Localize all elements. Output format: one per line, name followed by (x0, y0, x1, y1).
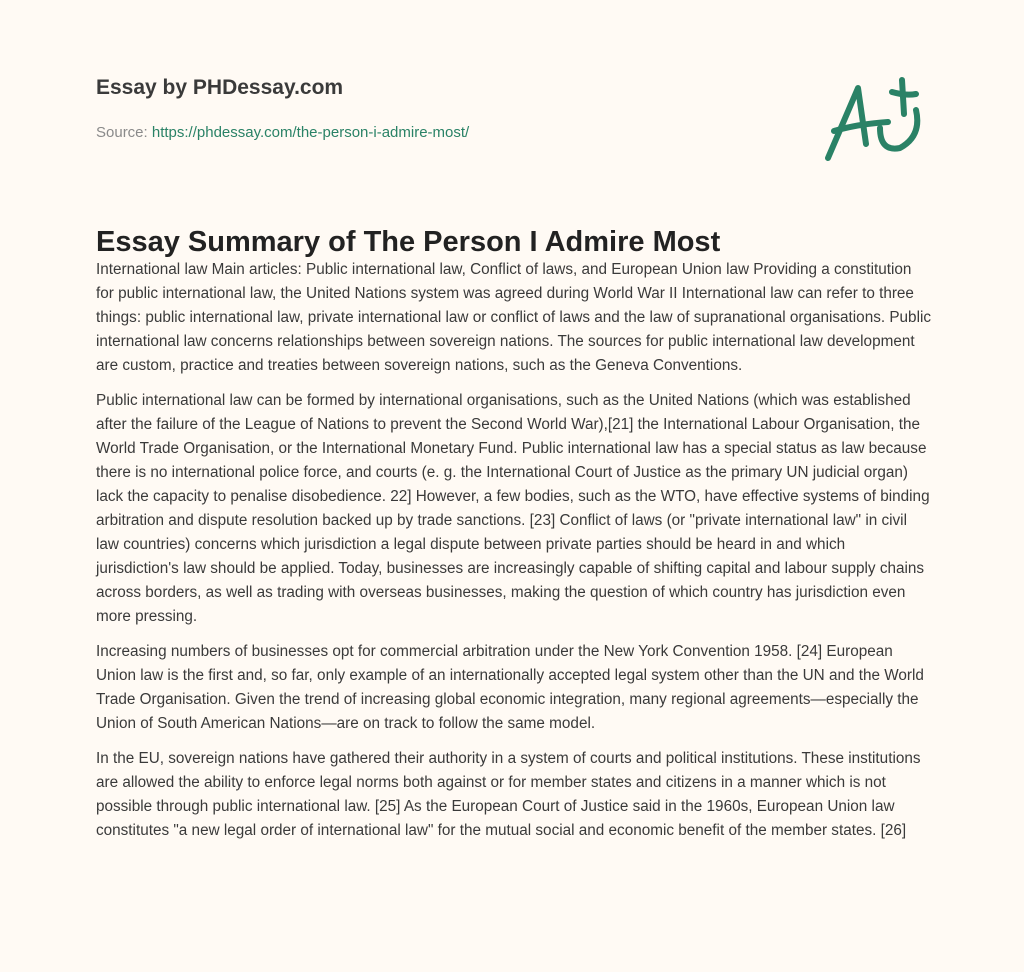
paragraph: Public international law can be formed by international organisations, such as the United Nations (which was established after the failure of the League of Nations to prevent the Second World War),[21] the International Labour Organisation, the World Trade Organisation, or the International Monetary Fund. Public international law has a special status as law because there is no international police force, and courts (e. g. the International Court of Justice as the primary UN judicial organ) lack the capacity to penalise disobedience. 22] However, a few bodies, such as the WTO, have effective systems of binding arbitration and dispute resolution backed up by trade sanctions. [23] Conflict of laws (or "private international law" in civil law countries) concerns which jurisdiction a legal dispute between private parties should be heard in and which jurisdiction's law should be applied. Today, businesses are increasingly capable of shifting capital and labour supply chains across borders, as well as trading with overseas businesses, making the question of which country has jurisdiction even more pressing. (96, 392, 930, 625)
source-label: Source: (96, 124, 148, 141)
source-line (96, 124, 469, 141)
essay-body (96, 258, 932, 854)
paragraph: Increasing numbers of businesses opt for commercial arbitration under the New York Convention 1958. [24] European Union law is the first and, so far, only example of an internationally accepted legal system other than the UN and the World Trade Organisation. Given the trend of increasing global economic integration, many regional agreements—especially the Union of South American Nations—are on track to follow the same model. (96, 643, 924, 732)
page-title: Essay Summary of The Person I Admire Most (96, 226, 721, 258)
source-link[interactable]: https://phdessay.com/the-person-i-admire-most/ (151, 124, 470, 141)
site-brand: Essay by PHDessay.com (96, 76, 344, 99)
a-plus-logo-icon (818, 66, 934, 166)
paragraph: In the EU, sovereign nations have gathered their authority in a system of courts and political institutions. These institutions are allowed the ability to enforce legal norms both against or for member states and citizens in a manner which is not possible through public international law. [25] As the European Court of Justice said in the 1960s, European Union law constitutes "a new legal order of international law" for the mutual social and economic benefit of the member states. [26] (96, 750, 921, 839)
paragraph: International law Main articles: Public international law, Conflict of laws, and European Union law Providing a constitution for public international law, the United Nations system was agreed during World War II International law can refer to three things: public international law, private international law or conflict of laws and the law of supranational organisations. Public international law concerns relationships between sovereign nations. The sources for public international law development are custom, practice and treaties between sovereign nations, such as the Geneva Conventions. (96, 261, 932, 374)
